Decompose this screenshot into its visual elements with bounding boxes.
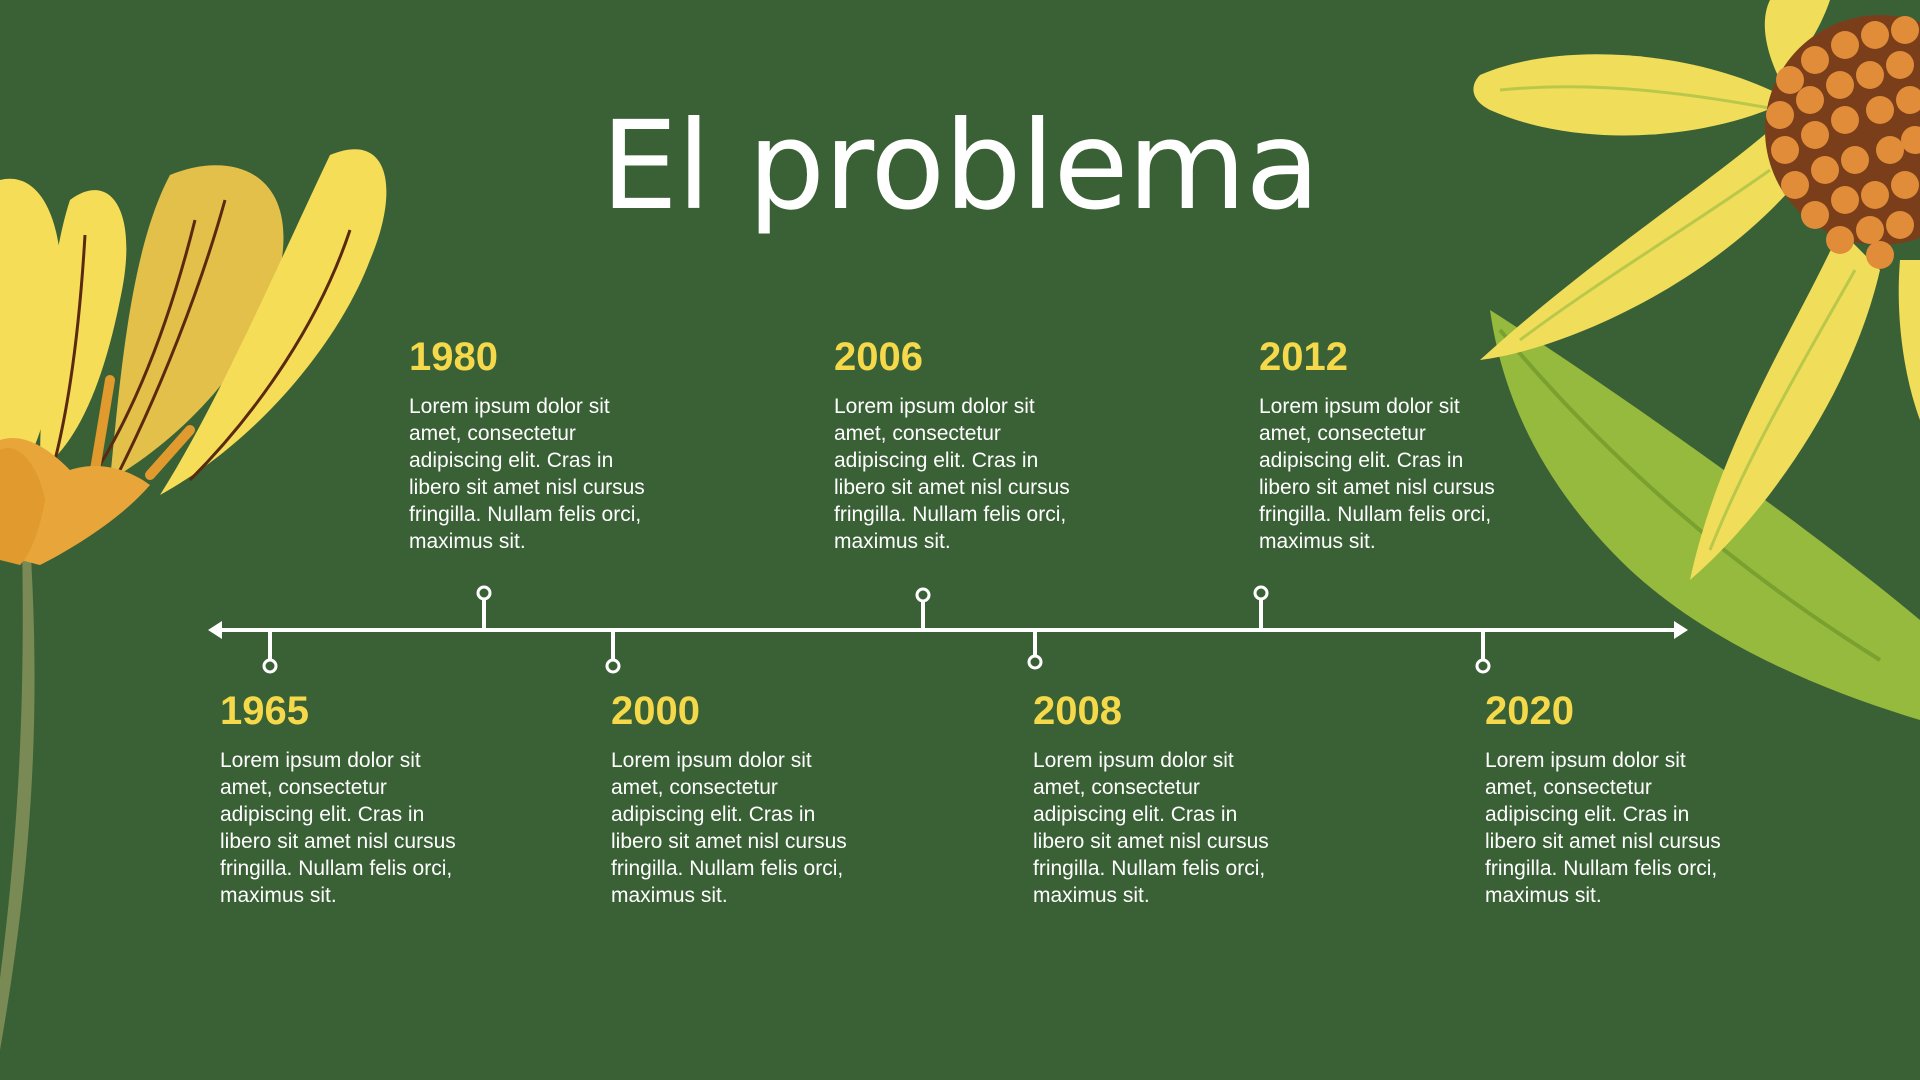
event-year: 1980	[409, 335, 498, 379]
tick-below-2008	[1029, 630, 1041, 668]
tick-above-1980	[478, 587, 490, 630]
timeline-event-1965	[220, 691, 460, 909]
event-year: 2000	[611, 689, 700, 733]
tick-below-1965	[264, 630, 276, 672]
timeline-event-2012	[1259, 337, 1499, 555]
event-description: Lorem ipsum dolor sit amet, consectetur adipiscing elit. Cras in libero sit amet nisl cursus fringilla. Nullam felis orci, maximus sit.	[1485, 749, 1721, 907]
slide-title: El problema	[600, 95, 1320, 237]
event-description: Lorem ipsum dolor sit amet, consectetur adipiscing elit. Cras in libero sit amet nisl cursus fringilla. Nullam felis orci, maximus sit.	[1033, 749, 1269, 907]
event-description: Lorem ipsum dolor sit amet, consectetur adipiscing elit. Cras in libero sit amet nisl cursus fringilla. Nullam felis orci, maximus sit.	[834, 395, 1070, 553]
event-year: 2008	[1033, 689, 1122, 733]
tick-below-2000	[607, 630, 619, 672]
timeline-event-2008	[1033, 691, 1273, 909]
tick-above-2006	[917, 589, 929, 630]
timeline-event-2000	[611, 691, 851, 909]
event-year: 2012	[1259, 335, 1348, 379]
timeline-event-1980	[409, 337, 649, 555]
event-year: 1965	[220, 689, 309, 733]
tick-below-2020	[1477, 630, 1489, 672]
timeline-event-2020	[1485, 691, 1725, 909]
timeline-event-2006	[834, 337, 1074, 555]
event-year: 2006	[834, 335, 923, 379]
tick-above-2012	[1255, 587, 1267, 630]
event-description: Lorem ipsum dolor sit amet, consectetur adipiscing elit. Cras in libero sit amet nisl cursus fringilla. Nullam felis orci, maximus sit.	[1259, 395, 1495, 553]
event-description: Lorem ipsum dolor sit amet, consectetur adipiscing elit. Cras in libero sit amet nisl cursus fringilla. Nullam felis orci, maximus sit.	[409, 395, 645, 553]
event-description: Lorem ipsum dolor sit amet, consectetur adipiscing elit. Cras in libero sit amet nisl cursus fringilla. Nullam felis orci, maximus sit.	[220, 749, 456, 907]
event-description: Lorem ipsum dolor sit amet, consectetur adipiscing elit. Cras in libero sit amet nisl cursus fringilla. Nullam felis orci, maximus sit.	[611, 749, 847, 907]
event-year: 2020	[1485, 689, 1574, 733]
